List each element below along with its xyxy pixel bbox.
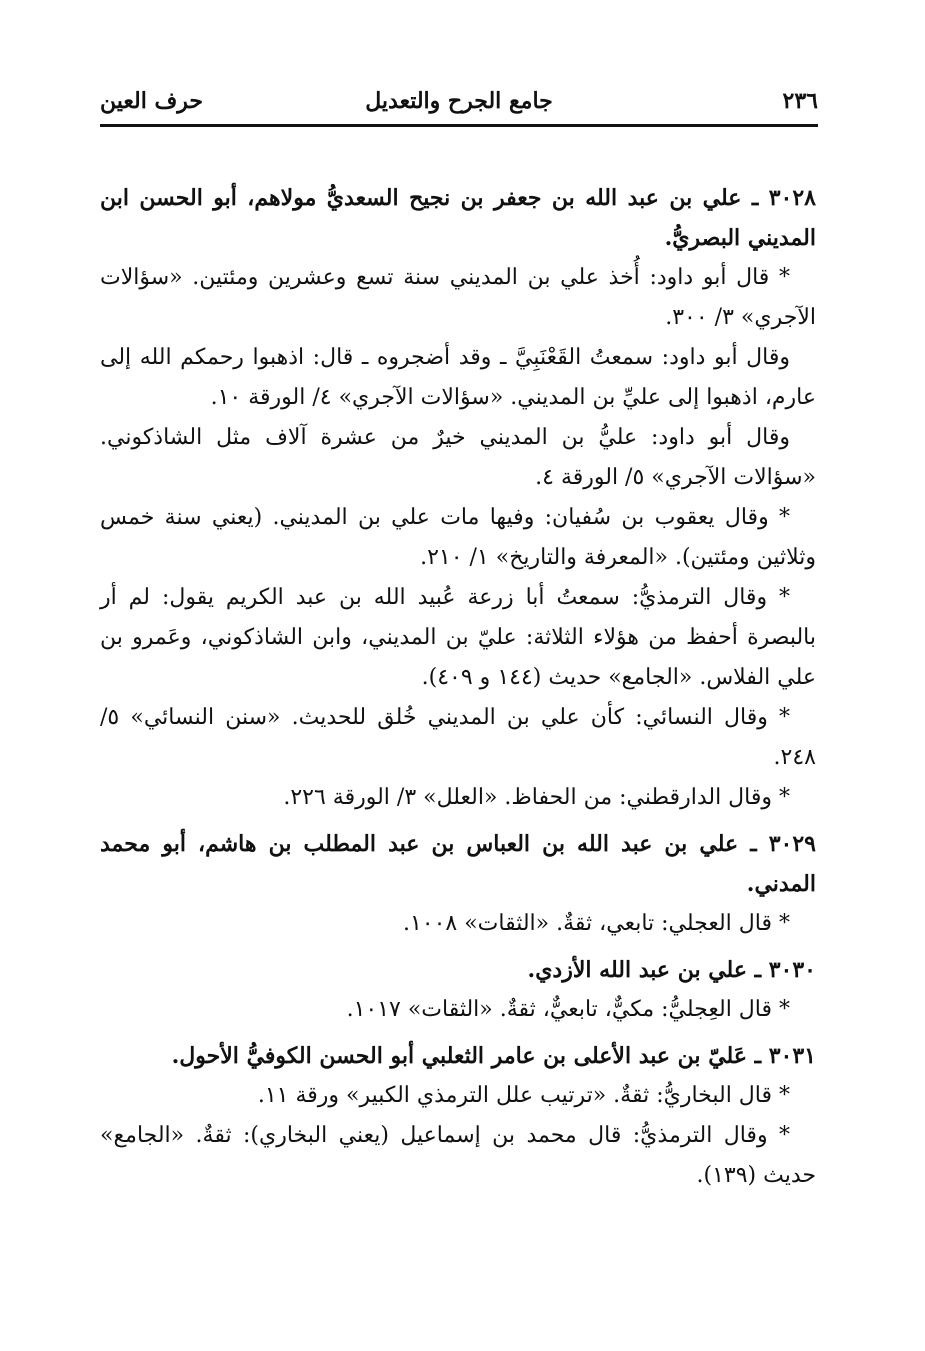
paragraph: * وقال الترمذيُّ: قال محمد بن إسماعيل (يعني البخاري): ثقةٌ. «الجامع» حديث (١٣٩). xyxy=(100,1123,816,1188)
page-number: ٢٣٦ xyxy=(782,88,818,114)
entry-heading-3031: ٣٠٣١ ـ عَليّ بن عبد الأعلى بن عامر الثعلبي أبو الحسن الكوفيُّ الأحول. xyxy=(171,1043,816,1069)
entry-heading-3030: ٣٠٣٠ ـ علي بن عبد الله الأزدي. xyxy=(527,957,816,983)
paragraph: * وقال الدارقطني: من الحفاظ. «العلل» ٣/ الورقة ٢٢٦. xyxy=(283,785,790,810)
paragraph: * قال البخاريُّ: ثقةٌ. «ترتيب علل الترمذي الكبير» ورقة ١١. xyxy=(257,1083,790,1108)
paragraph: * وقال النسائي: كأن علي بن المديني خُلق للحديث. «سنن النسائي» ٥/ ٢٤٨. xyxy=(100,705,816,770)
paragraph: وقال أبو داود: عليُّ بن المديني خيرٌ من عشرة آلاف مثل الشاذكوني. «سؤالات الآجري» ٥/ الورقة ٤. xyxy=(100,425,816,490)
paragraph: * وقال يعقوب بن سُفيان: وفيها مات علي بن المديني. (يعني سنة خمس وثلاثين ومئتين). «المعرفة والتاريخ» ١/ ٢١٠. xyxy=(100,505,816,570)
header-rule xyxy=(100,124,818,127)
chapter-title: حرف العين xyxy=(100,88,204,114)
paragraph: * قال العِجليُّ: مكيٌّ، تابعيٌّ، ثقةٌ. «الثقات» ١٠١٧. xyxy=(346,997,790,1022)
running-header xyxy=(100,88,818,122)
page-body xyxy=(100,178,816,1196)
paragraph: وقال أبو داود: سمعتُ القَعْنَبِيَّ ـ وقد أضجروه ـ قال: اذهبوا رحمكم الله إلى عارم، اذهبوا إلى عليِّ بن المديني. «سؤالات الآجري» ٤/ الورقة ١٠. xyxy=(100,345,816,410)
paragraph: * قال العجلي: تابعي، ثقةٌ. «الثقات» ١٠٠٨. xyxy=(402,911,790,936)
entry-heading-3028: ٣٠٢٨ ـ علي بن عبد الله بن جعفر بن نجيح السعديُّ مولاهم، أبو الحسن ابن المديني البصريُّ. xyxy=(100,185,816,251)
book-title: جامع الجرح والتعديل xyxy=(365,88,553,114)
paragraph: * وقال الترمذيُّ: سمعتُ أبا زرعة عُبيد الله بن عبد الكريم يقول: لم أر بالبصرة أحفظ من هؤلاء الثلاثة: عليّ بن المديني، وابن الشاذكوني، وعَمرو بن علي الفلاس. «الجامع» حديث (١٤٤ و ٤٠٩). xyxy=(100,585,816,690)
entry-heading-3029: ٣٠٢٩ ـ علي بن عبد الله بن العباس بن عبد المطلب بن هاشم، أبو محمد المدني. xyxy=(100,831,816,897)
paragraph: * قال أبو داود: أُخذ علي بن المديني سنة تسع وعشرين ومئتين. «سؤالات الآجري» ٣/ ٣٠٠. xyxy=(100,265,816,330)
